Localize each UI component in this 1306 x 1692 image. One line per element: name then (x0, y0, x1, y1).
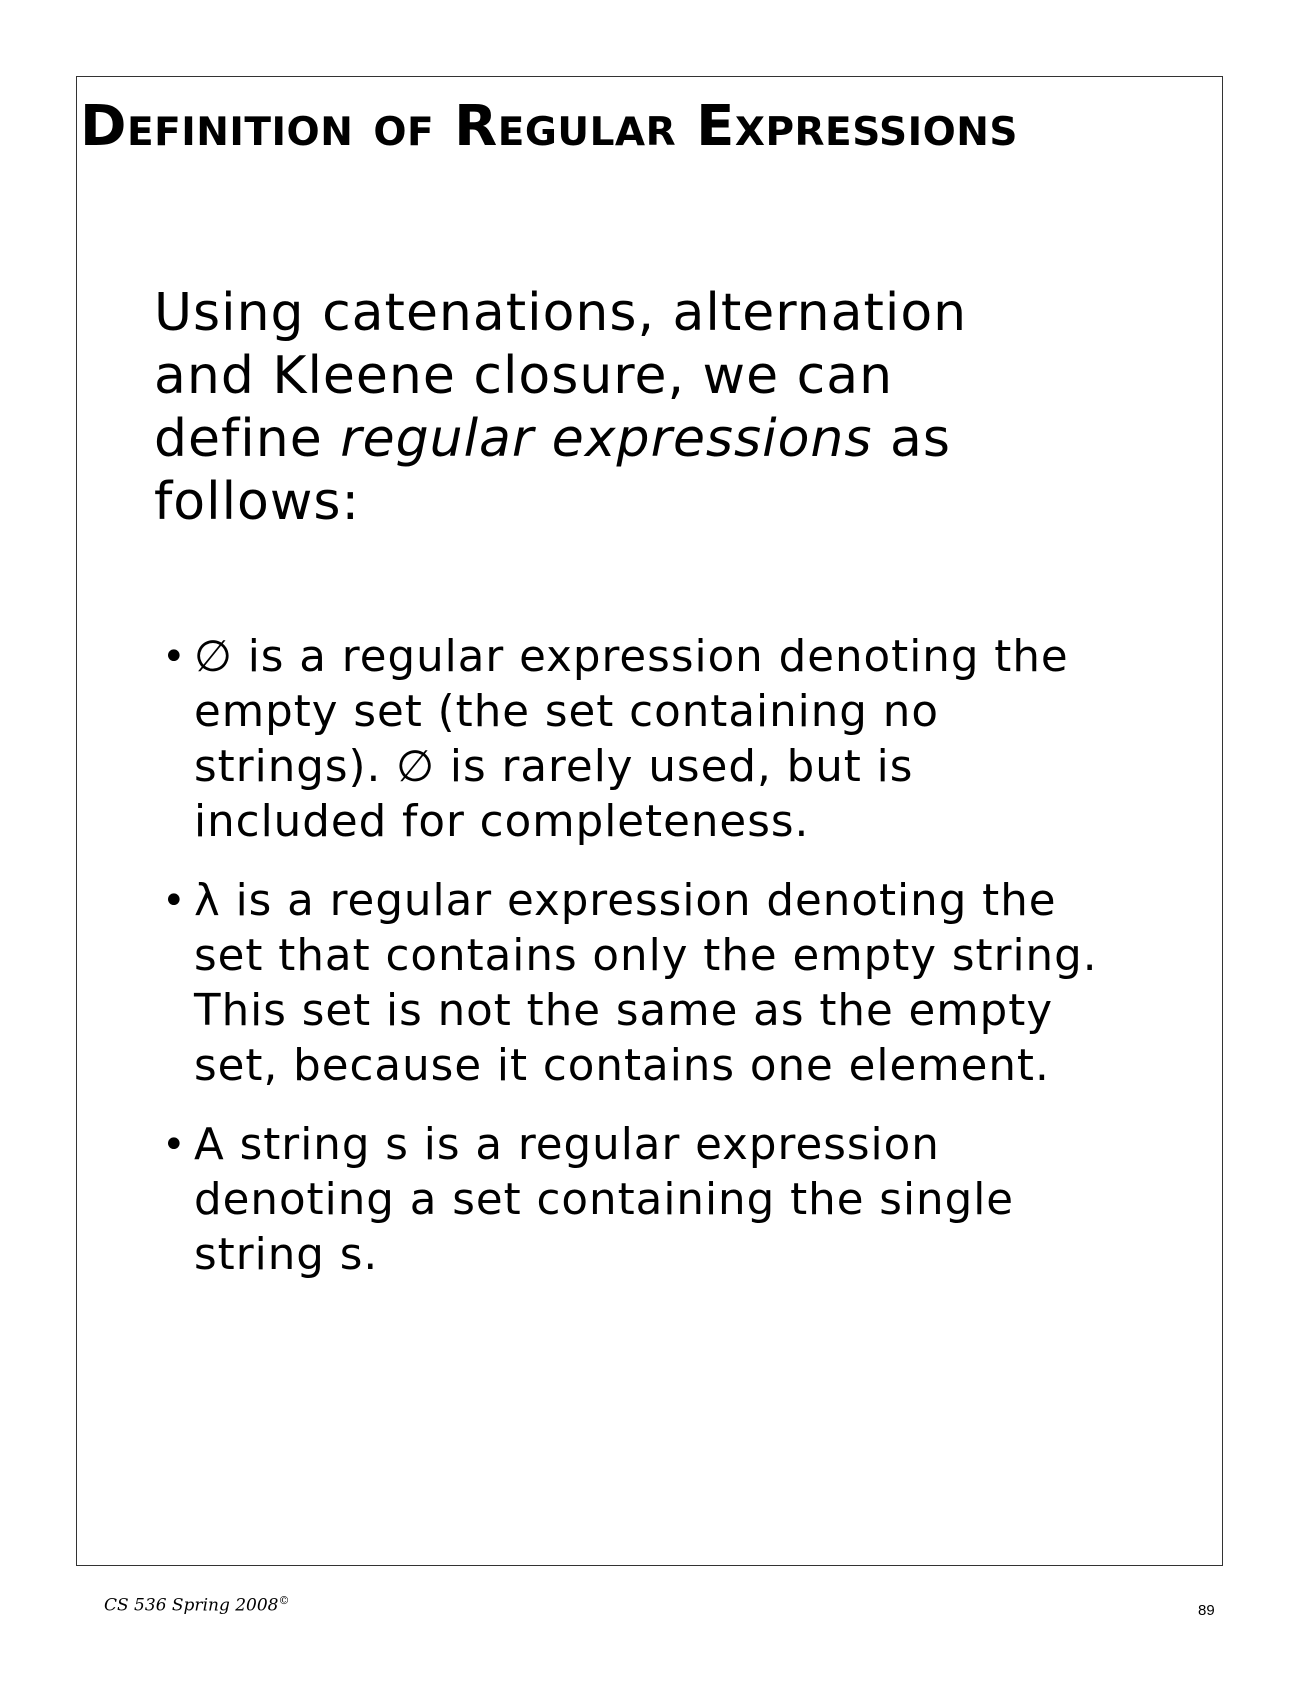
bullet-list (154, 630, 1104, 1307)
bullet-item-lambda (154, 874, 1104, 1094)
bullet-marker: • (162, 878, 187, 924)
intro-paragraph (154, 282, 1074, 534)
footer-course (104, 1594, 290, 1616)
intro-text-after: as follows: (154, 409, 951, 532)
bullet-text: A string s is a regular expression denoting a set containing the single string s. (194, 1120, 1015, 1280)
bullet-text: ∅ is a regular expression denoting the empty set (the set containing no strings). ∅ is rarely used, but is included for completeness. (194, 632, 1069, 847)
bullet-marker: • (162, 634, 187, 680)
bullet-marker: • (162, 1122, 187, 1168)
bullet-text: λ is a regular expression denoting the set that contains only the empty string. This set is not the same as the empty set, because it contains one element. (194, 876, 1098, 1091)
bullet-item-string (154, 1118, 1104, 1283)
copyright-symbol: © (278, 1594, 290, 1607)
bullet-item-empty-set (154, 630, 1104, 850)
intro-text-before: Using catenations, alternation and Kleene closure, we can define (154, 283, 968, 469)
slide-title: Definition of Regular Expressions (80, 94, 1019, 159)
intro-emphasis: regular expressions (340, 409, 873, 469)
footer-course-text: CS 536 Spring 2008 (104, 1595, 279, 1616)
page-number: 89 (1198, 1602, 1215, 1619)
